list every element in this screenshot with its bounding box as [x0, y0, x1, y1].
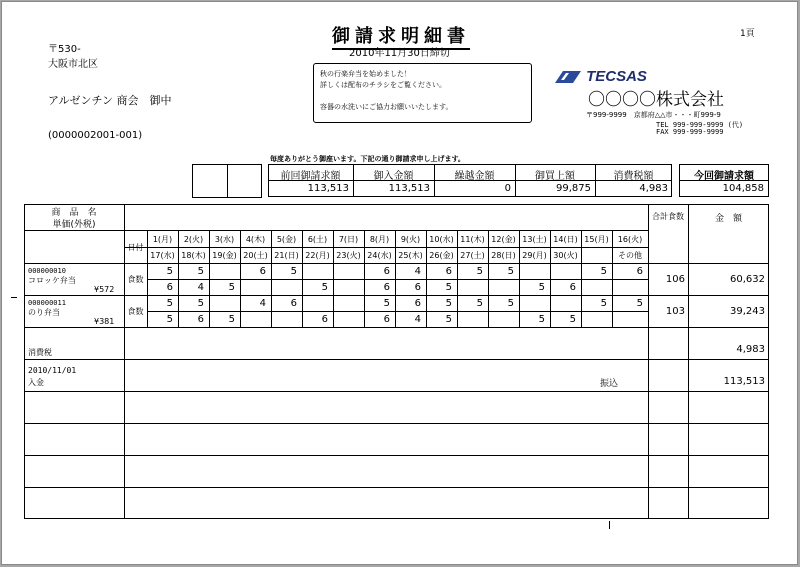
product-name: コロッケ弁当: [28, 276, 76, 285]
notice-box: [313, 63, 532, 123]
qty-cell: 6: [321, 314, 328, 325]
page-label: 1頁: [740, 29, 755, 39]
tax-label: 消費税: [28, 348, 52, 357]
date-header-bottom: 21(日): [274, 251, 299, 260]
product-name: のり弁当: [28, 308, 60, 317]
qty-cell: 5: [445, 298, 452, 309]
summary-header: 御入金額: [373, 171, 414, 182]
qty-cell: 4: [414, 314, 421, 325]
product-code: 000000011: [28, 299, 66, 307]
summary-header: 繰越金額: [454, 171, 495, 182]
product-price: ¥381: [94, 317, 115, 326]
header-product: 商 品 名: [51, 208, 97, 218]
qty-cell: 5: [445, 282, 452, 293]
qty-cell: 5: [476, 298, 483, 309]
qty-cell: 4: [197, 282, 204, 293]
qty-cell: 6: [166, 282, 173, 293]
qty-cell: 5: [228, 282, 235, 293]
date-header-bottom: 19(金): [212, 251, 237, 260]
qty-cell: 5: [166, 298, 173, 309]
date-header-top: 11(木): [460, 235, 485, 244]
thanks-message: 毎度ありがとう御座います。下記の通り御請求申し上げます。: [270, 155, 465, 163]
date-header-bottom: 30(火): [553, 251, 578, 260]
qty-cell: 6: [383, 314, 390, 325]
qty-cell: 6: [445, 266, 452, 277]
summary-header: 前回御請求額: [280, 171, 341, 182]
qty-cell: 5: [383, 298, 390, 309]
qty-cell: 6: [197, 314, 204, 325]
closing-date: 2010年11月30日締切: [349, 48, 450, 59]
qty-cell: 5: [290, 266, 297, 277]
date-header-top: 3(水): [214, 235, 235, 244]
summary-value: 4,983: [639, 183, 668, 194]
header-date: 日付: [127, 243, 144, 252]
company-name: 〇〇〇〇株式会社: [588, 90, 724, 110]
date-header-bottom: その他: [618, 251, 642, 260]
invoice-sheet: [1, 1, 798, 565]
company-address: 〒999-9999 京都府△△市・・・町999-9: [586, 111, 721, 119]
qty-cell: 5: [507, 298, 514, 309]
company-tel: TEL 999-999-9999 (代): [656, 121, 744, 129]
recipient-name: アルゼンチン 商会 御中: [48, 94, 172, 107]
qty-cell: 6: [636, 266, 643, 277]
date-header-top: 16(火): [617, 235, 643, 244]
qty-cell: 6: [569, 282, 576, 293]
product-code: 000000010: [28, 267, 66, 275]
date-header-bottom: 18(木): [181, 251, 206, 260]
date-header-top: 15(月): [584, 235, 609, 244]
qty-cell: 5: [600, 266, 607, 277]
date-header-top: 13(土): [522, 235, 547, 244]
date-header-top: 7(日): [338, 235, 359, 244]
payment-date: 2010/11/01: [28, 366, 77, 375]
date-header-bottom: 23(火): [336, 251, 361, 260]
total-header: 今回御請求額: [694, 171, 754, 182]
qty-label: 食数: [127, 275, 144, 284]
date-header-top: 2(火): [183, 235, 204, 244]
date-header-bottom: 22(月): [305, 251, 330, 260]
header-total-qty: 合計食数: [652, 212, 684, 221]
date-header-bottom: 25(木): [398, 251, 423, 260]
punch-mark: [11, 297, 17, 298]
qty-cell: 5: [636, 298, 643, 309]
date-header-top: 6(土): [307, 235, 328, 244]
qty-cell: 6: [414, 282, 421, 293]
date-header-top: 1(月): [152, 235, 173, 244]
product-amount: 60,632: [730, 274, 765, 285]
qty-cell: 6: [414, 298, 421, 309]
qty-cell: 5: [476, 266, 483, 277]
product-price: ¥572: [94, 285, 115, 294]
date-header-top: 14(日): [553, 235, 578, 244]
header-unit-price: 単価(外税): [52, 220, 96, 230]
date-header-top: 10(水): [429, 235, 454, 244]
payment-method: 振込: [600, 379, 619, 389]
qty-label: 食数: [127, 307, 144, 316]
date-header-top: 12(金): [491, 235, 516, 244]
company-fax: FAX 999-999-9999: [656, 128, 724, 136]
date-header-top: 9(火): [400, 235, 421, 244]
qty-cell: 6: [383, 282, 390, 293]
date-header-bottom: 20(土): [243, 251, 268, 260]
summary-header: 御買上額: [535, 171, 575, 182]
qty-cell: 5: [321, 282, 328, 293]
date-header-bottom: 28(日): [491, 251, 516, 260]
summary-value: 113,513: [307, 183, 349, 194]
summary-header: 消費税額: [613, 171, 654, 182]
payment-amount: 113,513: [723, 376, 765, 387]
notice-line: 容器の水洗いにご協力お願いいたします。: [320, 103, 453, 111]
product-amount: 39,243: [730, 306, 765, 317]
notice-line: 秋の行楽弁当を始めました！: [320, 70, 411, 78]
company-logo: [555, 66, 647, 85]
date-header-bottom: 27(土): [460, 251, 485, 260]
date-header-top: 4(木): [245, 235, 266, 244]
summary-value: 0: [504, 183, 511, 194]
qty-cell: 4: [414, 266, 421, 277]
product-total-qty: 103: [665, 306, 685, 317]
qty-cell: 6: [383, 266, 390, 277]
qty-cell: 5: [228, 314, 235, 325]
logo-mark-icon: [555, 70, 581, 84]
fold-mark: [609, 521, 610, 529]
qty-cell: 5: [197, 266, 204, 277]
summary-value: 99,875: [556, 183, 591, 194]
summary-value: 113,513: [388, 183, 430, 194]
qty-cell: 5: [569, 314, 576, 325]
total-value: 104,858: [722, 183, 764, 194]
date-header-bottom: 17(水): [150, 251, 175, 260]
qty-cell: 5: [445, 314, 452, 325]
qty-cell: 5: [507, 266, 514, 277]
document-title: 御請求明細書: [332, 22, 470, 50]
qty-cell: 6: [259, 266, 266, 277]
date-header-top: 8(月): [369, 235, 390, 244]
qty-cell: 6: [290, 298, 297, 309]
header-amount: 金 額: [714, 214, 742, 224]
qty-cell: 5: [197, 298, 204, 309]
recipient-code: (0000002001-001): [48, 130, 143, 141]
notice-line: 詳しくは配布のチラシをご覧ください。: [320, 81, 446, 89]
product-total-qty: 106: [665, 274, 685, 285]
date-header-bottom: 26(金): [429, 251, 454, 260]
qty-cell: 5: [600, 298, 607, 309]
recipient-postal: 〒530-: [48, 44, 81, 55]
qty-cell: 5: [166, 314, 173, 325]
tax-amount: 4,983: [736, 344, 765, 355]
qty-cell: 5: [538, 282, 545, 293]
qty-cell: 5: [538, 314, 545, 325]
recipient-city: 大阪市北区: [48, 59, 98, 70]
date-header-top: 5(金): [276, 235, 297, 244]
qty-cell: 5: [166, 266, 173, 277]
logo-text: TECSAS: [586, 68, 647, 85]
payment-label: 入金: [28, 378, 44, 387]
date-header-bottom: 24(水): [367, 251, 392, 260]
date-header-bottom: 29(月): [522, 251, 547, 260]
qty-cell: 4: [259, 298, 266, 309]
